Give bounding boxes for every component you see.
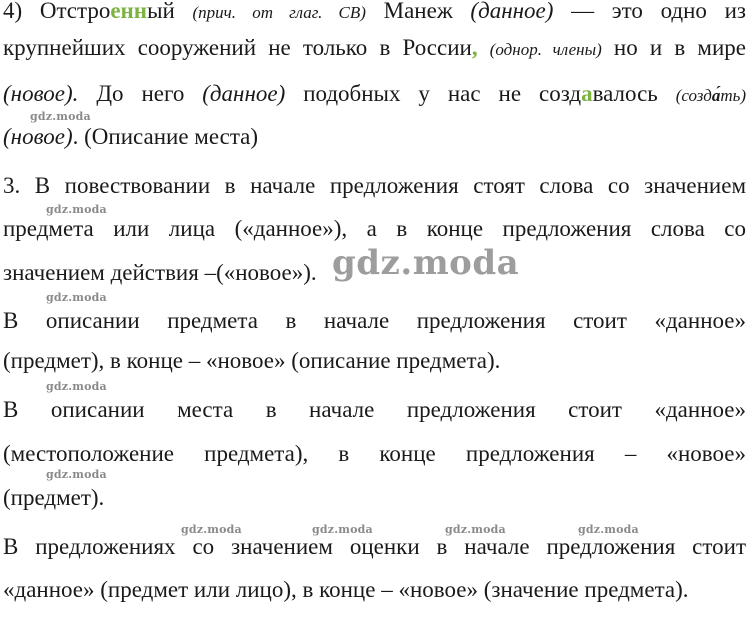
item4-line4 xyxy=(3,122,746,152)
tag-given: (данное) xyxy=(202,81,286,106)
item3-line9: В предложениях со значением оценки в начале предложения стоит xyxy=(3,534,746,559)
item3-line7: (местоположение предмета), в конце предложения – «новое» xyxy=(3,441,746,466)
item3-line5: (предмет), в конце – «новое» (описание предмета). xyxy=(3,348,501,373)
word-otstroenny: Отстроенный xyxy=(39,0,175,23)
grammar-note: (прич. от глаг. СВ) xyxy=(192,3,366,22)
tag-new: (новое). xyxy=(3,81,79,106)
item3-line4: В описании предмета в начале предложения стоит «данное» xyxy=(3,308,746,333)
watermark: gdz.moda xyxy=(578,523,639,536)
tag-given: (данное) xyxy=(470,0,554,23)
watermark: gdz.moda xyxy=(46,203,107,216)
line-text: крупнейших сооружений не только в России, xyxy=(3,35,478,60)
item3-line10: «данное» (предмет или лицо), в конце – «новое» (значение предмета). xyxy=(3,577,689,602)
grammar-note: (созда́ть) xyxy=(675,86,746,105)
item3-line8: (предмет). xyxy=(3,485,105,510)
line-text: подобных у нас не создавалось xyxy=(303,81,658,106)
grammar-note: (однор. члены) xyxy=(489,40,602,59)
highlight-suffix: енн xyxy=(110,0,148,23)
watermark: gdz.moda xyxy=(445,523,506,536)
watermark: gdz.moda xyxy=(312,523,373,536)
watermark: gdz.moda xyxy=(46,468,107,481)
watermark: gdz.moda xyxy=(46,380,107,393)
item3-line1: 3. В повествовании в начале предложения стоят слова со значением xyxy=(3,173,746,198)
line-rest: — это одно из xyxy=(571,0,746,23)
noun-manezh: Манеж xyxy=(383,0,453,23)
watermark-large: gdz.moda xyxy=(332,243,520,283)
line-text: До него xyxy=(96,81,185,106)
watermark: gdz.moda xyxy=(30,110,91,123)
line-rest: но и в мире xyxy=(613,35,746,60)
item-number: 4) xyxy=(3,0,23,23)
item4-line1 xyxy=(3,0,746,28)
item3-line6: В описании места в начале предложения стоит «данное» xyxy=(3,397,746,422)
item3-line2: предмета или лица («данное»), а в конце предложения слова со xyxy=(3,216,746,241)
item4-line3 xyxy=(3,79,746,111)
watermark: gdz.moda xyxy=(46,291,107,304)
tag-new: (новое) xyxy=(3,124,73,149)
line-text: . (Описание места) xyxy=(72,124,259,149)
item3-line3: значением действия –(«новое»). xyxy=(3,260,317,285)
watermark: gdz.moda xyxy=(181,523,242,536)
highlight-vowel: а xyxy=(581,81,593,106)
item4-line2 xyxy=(3,33,746,65)
highlight-comma: , xyxy=(471,35,478,60)
